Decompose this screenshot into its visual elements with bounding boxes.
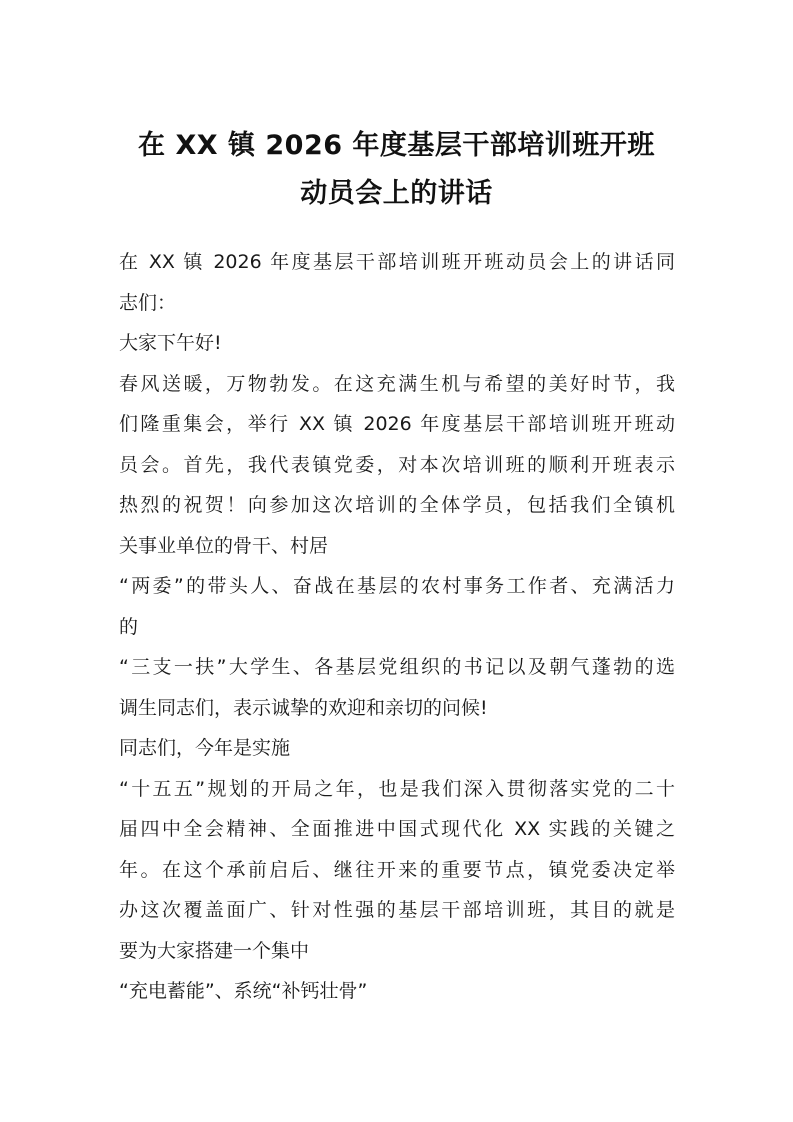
body-line: “十五五”规划的开局之年，也是我们深入贯彻落实党的二十 bbox=[119, 777, 675, 800]
body-line: 年。在这个承前启后、继往开来的重要节点，镇党委决定举 bbox=[119, 858, 675, 881]
body-line: 员会。首先，我代表镇党委，对本次培训班的顺利开班表示 bbox=[119, 453, 675, 476]
body-line: 办这次覆盖面广、针对性强的基层干部培训班，其目的就是 bbox=[119, 899, 675, 921]
body-line: 同志们，今年是实施 bbox=[119, 737, 291, 759]
body-line: 春风送暖，万物勃发。在这充满生机与希望的美好时节，我 bbox=[119, 372, 675, 395]
document-body bbox=[119, 242, 675, 1012]
body-line: 届四中全会精神、全面推进中国式现代化 XX 实践的关键之 bbox=[119, 818, 675, 840]
body-line: 要为大家搭建一个集中 bbox=[119, 939, 310, 962]
document-title bbox=[120, 122, 673, 218]
body-line: 志们： bbox=[119, 291, 177, 314]
body-line: “充电蓄能”、系统“补钙壮骨” bbox=[119, 980, 368, 1002]
title-line-2: 动员会上的讲话 bbox=[300, 178, 493, 209]
body-line: 大家下午好! bbox=[119, 332, 222, 354]
body-line: “两委”的带头人、奋战在基层的农村事务工作者、充满活力 bbox=[119, 575, 675, 597]
title-line-1: 在 XX 镇 2026 年度基层干部培训班开班 bbox=[138, 130, 655, 161]
body-line: 们隆重集会，举行 XX 镇 2026 年度基层干部培训班开班动 bbox=[119, 413, 675, 435]
body-line: “三支一扶”大学生、各基层党组织的书记以及朝气蓬勃的选 bbox=[119, 656, 675, 678]
body-line: 的 bbox=[119, 615, 139, 638]
body-line: 在 XX 镇 2026 年度基层干部培训班开班动员会上的讲话同 bbox=[119, 251, 675, 273]
body-line: 热烈的祝贺！向参加这次培训的全体学员，包括我们全镇机 bbox=[119, 494, 675, 516]
body-line: 调生同志们，表示诚挚的欢迎和亲切的问候! bbox=[119, 696, 488, 719]
body-line: 关事业单位的骨干、村居 bbox=[119, 534, 329, 557]
